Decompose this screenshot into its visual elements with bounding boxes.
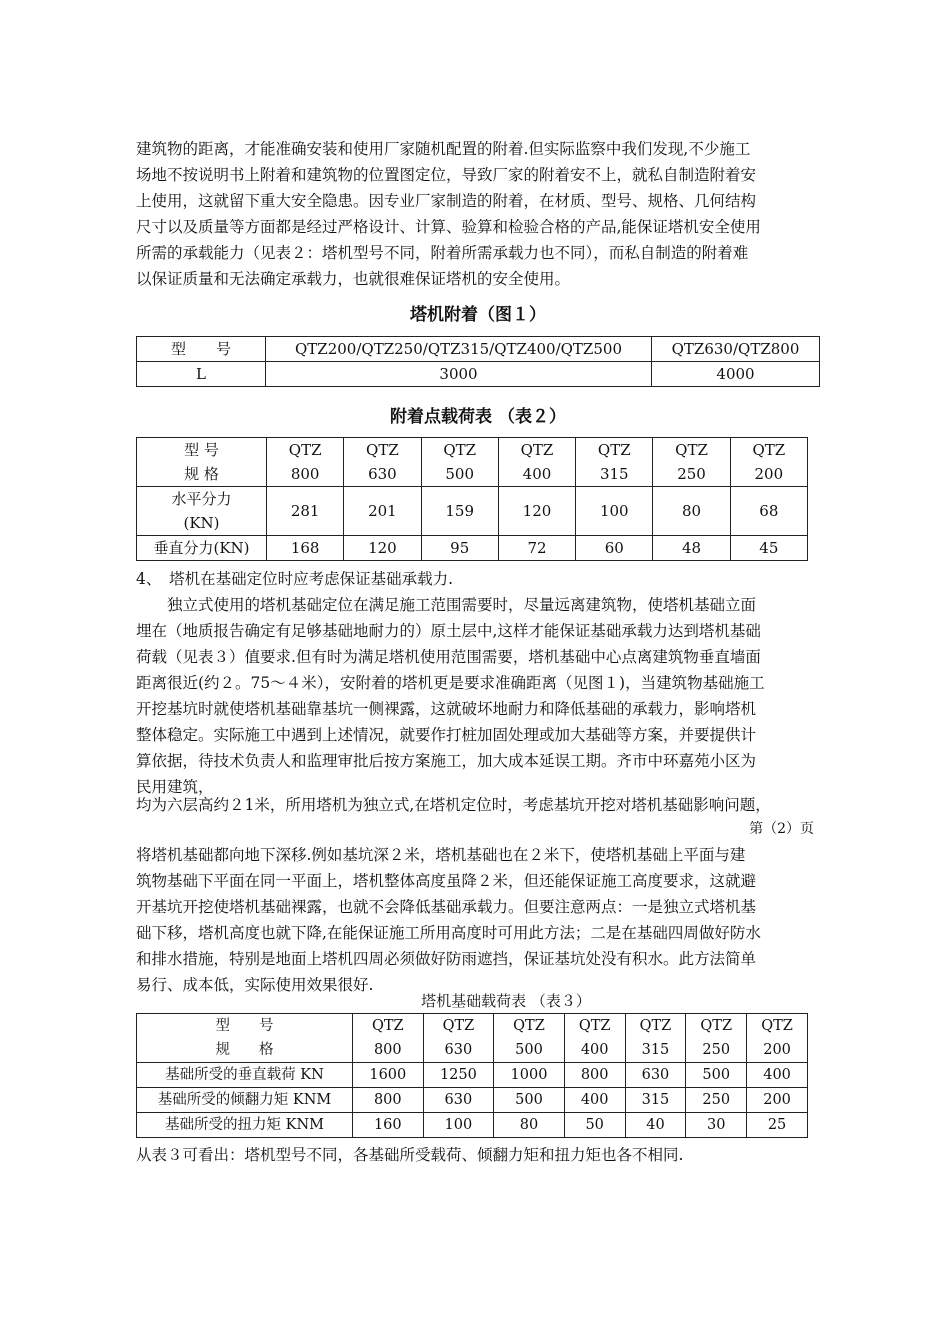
- table-cell: 400: [747, 1063, 808, 1088]
- table-cell-header: QTZ 315: [625, 1014, 686, 1063]
- table-cell: QTZ200/QTZ250/QTZ315/QTZ400/QTZ500: [266, 337, 652, 362]
- table-row: [137, 487, 808, 536]
- text-line: 所需的承载能力（见表２：塔机型号不同，附着所需承载力也不同），而私自制造的附着难: [136, 244, 749, 262]
- table-cell-label: 水平分力 (KN): [137, 487, 267, 536]
- table-cell: 68: [730, 487, 807, 536]
- table-cell-header: QTZ 315: [576, 438, 653, 487]
- table-cell-header: QTZ 400: [498, 438, 575, 487]
- table-row: [137, 438, 808, 487]
- table-cell-label: 基础所受的扭力矩 KNM: [137, 1113, 353, 1138]
- table-cell: 80: [653, 487, 730, 536]
- table-cell: 201: [344, 487, 421, 536]
- figure-1-table: [136, 336, 820, 387]
- table-row: [137, 536, 808, 561]
- table-cell: 281: [267, 487, 344, 536]
- table-3: [136, 1013, 808, 1138]
- text-line: 筑物基础下平面在同一平面上，塔机整体高度虽降２米，但还能保证施工高度要求，这就避: [136, 872, 757, 890]
- paragraph-foundation-position: [136, 592, 816, 800]
- text-line: 算依据，待技术负责人和监理审批后按方案施工，加大成本延误工期。齐市中环嘉苑小区为: [136, 752, 757, 770]
- table-cell: 250: [686, 1088, 747, 1113]
- table-cell: 630: [625, 1063, 686, 1088]
- text-line: 上使用，这就留下重大安全隐患。因专业厂家制造的附着，在材质、型号、规格、几何结构: [136, 192, 757, 210]
- table-cell: 100: [423, 1113, 494, 1138]
- table-cell-header: QTZ 800: [353, 1014, 424, 1063]
- table-cell: 30: [686, 1113, 747, 1138]
- text-line: 以保证质量和无法确定承载力，也就很难保证塔机的安全使用。: [136, 270, 571, 288]
- text-line: 埋在（地质报告确定有足够基础地耐力的）原土层中,这样才能保证基础承载力达到塔机基础: [136, 622, 761, 640]
- table-cell: 200: [747, 1088, 808, 1113]
- table-cell-header: QTZ 400: [564, 1014, 625, 1063]
- table-cell: 500: [494, 1088, 565, 1113]
- table-cell: 120: [344, 536, 421, 561]
- table-2-title: 附着点载荷表 （表２）: [390, 407, 566, 427]
- text-line: 建筑物的距离，才能准确安装和使用厂家随机配置的附着.但实际监察中我们发现,不少施工: [136, 140, 751, 158]
- table-cell: 168: [267, 536, 344, 561]
- text-line: 开挖基坑时就使塔机基础靠基坑一侧裸露，这就破坏地耐力和降低基础的承载力，影响塔机: [136, 700, 757, 718]
- table-cell: 630: [423, 1088, 494, 1113]
- table-cell: 95: [421, 536, 498, 561]
- table-cell: 型 号: [137, 337, 266, 362]
- text-line: 民用建筑，: [136, 778, 214, 796]
- table-cell: 500: [686, 1063, 747, 1088]
- table-cell-header: QTZ 200: [747, 1014, 808, 1063]
- table-cell-header: QTZ 200: [730, 438, 807, 487]
- table-cell: 72: [498, 536, 575, 561]
- table-row: [137, 1063, 808, 1088]
- table-cell: 120: [498, 487, 575, 536]
- text-line: 础下移，塔机高度也就下降,在能保证施工所用高度时可用此方法；二是在基础四周做好防水: [136, 924, 761, 942]
- table-cell: 60: [576, 536, 653, 561]
- table-cell-header: 型 号 规 格: [137, 438, 267, 487]
- paragraph-attachment-safety: [136, 136, 816, 292]
- table-cell-header: QTZ 500: [494, 1014, 565, 1063]
- page-number: 第（2）页: [749, 821, 814, 837]
- text-line: 和排水措施，特别是地面上塔机四周必须做好防雨遮挡，保证基坑处没有积水。此方法简单: [136, 950, 757, 968]
- table-cell: 1250: [423, 1063, 494, 1088]
- table-cell: 25: [747, 1113, 808, 1138]
- text-line: 尺寸以及质量等方面都是经过严格设计、计算、验算和检验合格的产品,能保证塔机安全使用: [136, 218, 761, 236]
- table-cell: 315: [625, 1088, 686, 1113]
- table-cell: QTZ630/QTZ800: [652, 337, 820, 362]
- table-row: [137, 1113, 808, 1138]
- text-line: 整体稳定。实际施工中遇到上述情况，就要作打桩加固处理或加大基础等方案，并要提供计: [136, 726, 757, 744]
- table-cell: 800: [353, 1088, 424, 1113]
- table-cell-header: 型 号 规 格: [137, 1014, 353, 1063]
- table-cell: 45: [730, 536, 807, 561]
- figure-1-title: 塔机附着（图１）: [410, 305, 546, 325]
- table-row: [137, 337, 820, 362]
- table-row: [137, 1088, 808, 1113]
- table-cell-label: 基础所受的倾翻力矩 KNM: [137, 1088, 353, 1113]
- table-cell: 50: [564, 1113, 625, 1138]
- table-cell: 800: [564, 1063, 625, 1088]
- table-row: [137, 362, 820, 387]
- table-cell: 100: [576, 487, 653, 536]
- table-cell-header: QTZ 800: [267, 438, 344, 487]
- text-line: 荷载（见表３）值要求.但有时为满足塔机使用范围需要，塔机基础中心点离建筑物垂直墙面: [136, 648, 761, 666]
- text-line: 开基坑开挖使塔机基础裸露，也就不会降低基础承载力。但要注意两点：一是独立式塔机基: [136, 898, 757, 916]
- table-cell: 160: [353, 1113, 424, 1138]
- text-line: 场地不按说明书上附着和建筑物的位置图定位，导致厂家的附着安不上，就私自制造附着安: [136, 166, 757, 184]
- table-3-title: 塔机基础载荷表 （表３）: [421, 992, 591, 1010]
- table-cell: 1600: [353, 1063, 424, 1088]
- table-2: [136, 437, 808, 561]
- text-line: 距离很近(约２。75～４米），安附着的塔机更是要求准确距离（见图１)，当建筑物基础施工: [136, 674, 765, 692]
- section-4-heading: 4、 塔机在基础定位时应考虑保证基础承载力.: [136, 570, 454, 588]
- table-cell-label: 垂直分力(KN): [137, 536, 267, 561]
- table-cell: L: [137, 362, 266, 387]
- table-cell: 3000: [266, 362, 652, 387]
- table-cell-header: QTZ 630: [423, 1014, 494, 1063]
- text-line: 将塔机基础都向地下深移.例如基坑深２米，塔机基础也在２米下，使塔机基础上平面与建: [136, 846, 746, 864]
- text-line: 易行、成本低，实际使用效果很好.: [136, 976, 374, 994]
- conclusion-text: 从表３可看出：塔机型号不同，各基础所受载荷、倾翻力矩和扭力矩也各不相同.: [136, 1146, 684, 1164]
- paragraph-building-height: 均为六层高约２1米，所用塔机为独立式,在塔机定位时，考虑基坑开挖对塔机基础影响问题，: [136, 796, 771, 814]
- table-cell-header: QTZ 250: [653, 438, 730, 487]
- table-cell-header: QTZ 500: [421, 438, 498, 487]
- table-cell: 400: [564, 1088, 625, 1113]
- table-cell: 80: [494, 1113, 565, 1138]
- table-row: [137, 1014, 808, 1063]
- table-cell: 48: [653, 536, 730, 561]
- paragraph-foundation-lowering: [136, 842, 816, 998]
- table-cell-header: QTZ 250: [686, 1014, 747, 1063]
- table-cell-header: QTZ 630: [344, 438, 421, 487]
- table-cell: 1000: [494, 1063, 565, 1088]
- table-cell: 4000: [652, 362, 820, 387]
- table-cell: 40: [625, 1113, 686, 1138]
- text-line: 独立式使用的塔机基础定位在满足施工范围需要时，尽量远离建筑物，使塔机基础立面: [136, 596, 757, 614]
- table-cell-label: 基础所受的垂直载荷 KN: [137, 1063, 353, 1088]
- table-cell: 159: [421, 487, 498, 536]
